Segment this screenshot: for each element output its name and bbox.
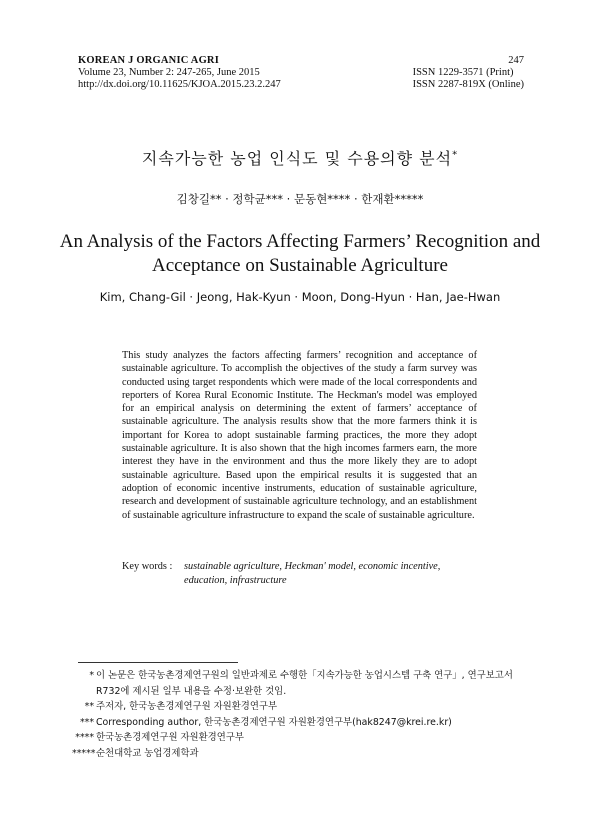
doi-link[interactable]: http://dx.doi.org/10.11625/KJOA.2015.23.2.247 [78,79,281,90]
volume-info: Volume 23, Number 2: 247-265, June 2015 [78,67,260,78]
footnote [72,746,532,762]
footnote-mark: ** [84,701,94,712]
journal-header-right [413,55,524,91]
page-number: 247 [508,55,524,66]
korean-authors: 김창길** · 정학균*** · 문동현**** · 한재환***** [176,192,424,206]
footnote-text: 한국농촌경제연구원 자원환경연구부 [96,732,244,743]
journal-name: KOREAN J ORGANIC AGRI [78,55,220,66]
keywords-line1: sustainable agriculture, Heckman' model, economic incentive, [184,561,441,572]
keywords-line2: education, infrastructure [184,575,287,586]
abstract: This study analyzes the factors affecting farmers’ recognition and acceptance of sustainable agriculture. To accomplish the objectives of the study a farm survey was conducted using target respondents which were made of the local correspondents and reporters of Korea Rural Economic Institute. The Heckman's model was employed for an empirical analysis on determining the extent of farmers’ acceptance of sustainable agriculture. The analysis results show that the more farmers think it is important for Korea to adopt sustainable farming practices, the more they adopt sustainable agriculture. It is also shown that the high incomes farmers earn, the more interest they have in the environment and thus the more likely they are to adopt sustainable agriculture. Based upon the empirical results it is suggested that an adoption of economic incentive instruments, education of sustainable agriculture, research and development of sustainable agriculture technology, and an establishment of sustainable agriculture infrastructure to expand the scale of sustainable agriculture. [122,350,477,521]
issn-online: ISSN 2287-819X (Online) [412,79,524,90]
footnote-text: 주저자, 한국농촌경제연구원 자원환경연구부 [96,701,278,712]
footnote-mark: **** [75,732,94,743]
keywords-label: Key words : [122,561,173,572]
footnotes [72,668,532,761]
english-authors: Kim, Chang-Gil · Jeong, Hak-Kyun · Moon, Dong-Hyun · Han, Jae-Hwan [99,290,501,304]
footnote-text: 이 논문은 한국농촌경제연구원의 일반과제로 수행한「지속가능한 농업시스템 구축 연구」, 연구보고서 R732에 제시된 일부 내용을 수정·보완한 것임. [96,670,513,697]
footnote-divider [78,662,238,663]
keywords [122,560,440,588]
footnote [72,668,532,699]
footnote-text: Corresponding author, 한국농촌경제연구원 자원환경연구부(hak8247@krei.re.kr) [96,716,452,728]
footnote [72,699,532,715]
footnote-mark: ***** [72,747,96,759]
english-title-line2: Acceptance on Sustainable Agriculture [152,255,448,276]
korean-title-text: 지속가능한 농업 인식도 및 수용의향 분석 [141,149,453,168]
journal-header-left [78,55,281,91]
footnote-text: 순천대학교 농업경제학과 [96,747,199,759]
footnote-mark: *** [79,716,94,728]
english-title-line1: An Analysis of the Factors Affecting Farmers’ Recognition and [59,231,541,252]
english-title [40,230,560,278]
issn-print: ISSN 1229-3571 (Print) [412,67,514,78]
title-footnote-mark: * [452,149,459,161]
footnote-mark: * [89,670,94,681]
footnote [72,715,532,731]
footnote [72,730,532,746]
korean-title [0,146,600,169]
